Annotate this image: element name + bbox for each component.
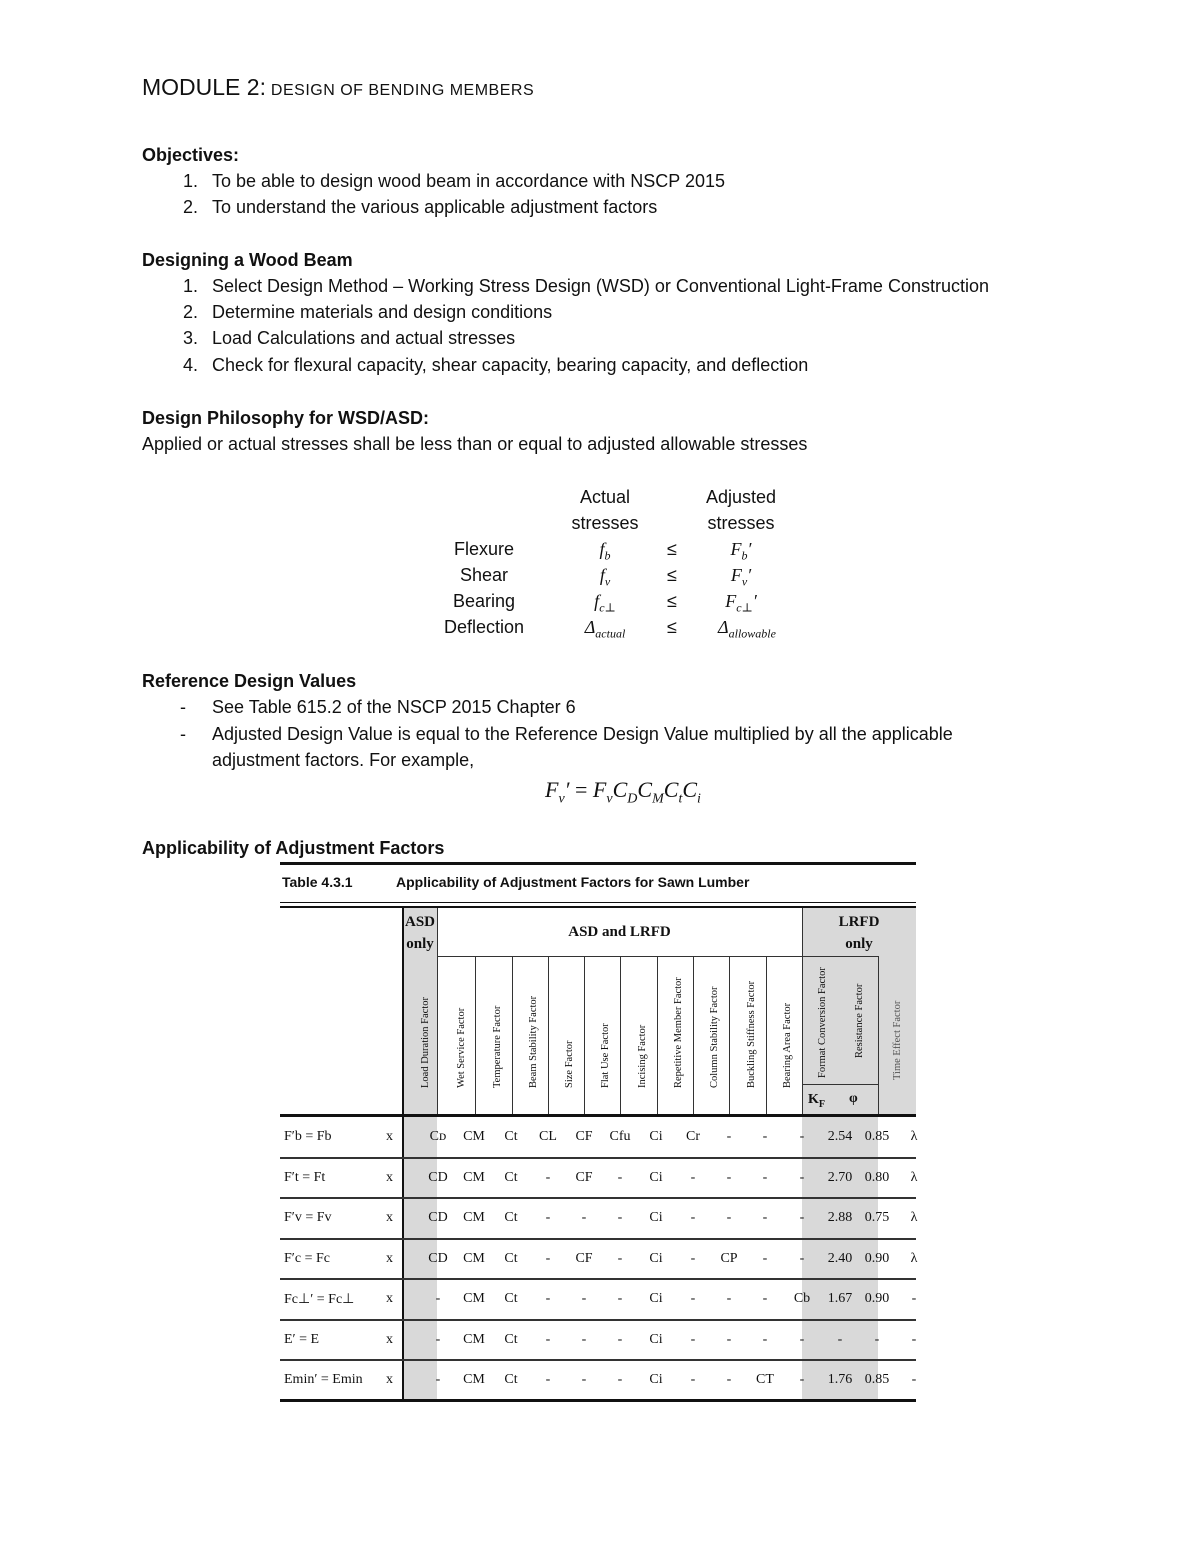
row-label-bearing: Bearing [452,591,516,611]
factor-cell: - [545,1331,551,1347]
factor-cell: CM [463,1210,485,1225]
factor-cell: 2.40 [827,1250,853,1266]
factor-cell: Ct [504,1331,518,1347]
group-asd-1: ASD [404,914,435,930]
factor-cell: - [435,1372,441,1387]
factor-cell: Ci [649,1169,663,1185]
factor-cell: Cᴅ [429,1129,447,1144]
row-equation: Fc⊥′ = Fc⊥ [284,1292,355,1307]
factor-cell: - [799,1169,805,1185]
factor-cell: - [799,1210,805,1225]
factor-load-duration: Load Duration Factor [420,997,431,1088]
factor-cell: λ [910,1169,918,1185]
adjustment-factors-table [280,862,916,1402]
factor-cell: 0.80 [864,1169,890,1185]
factor-cell: 2.54 [827,1129,853,1144]
factor-cell: 0.75 [864,1210,890,1225]
factor-cell: CM [463,1372,485,1387]
row-label-shear: Shear [459,565,509,585]
factor-cell: 1.67 [827,1291,853,1306]
factor-cell: Ci [649,1250,663,1266]
col-adjusted-label-2: stresses [707,513,775,533]
row-equation: F′b = Fb [284,1129,332,1144]
factor-cell: - [726,1169,732,1185]
factor-resistance: Resistance Factor [854,983,865,1058]
factor-temperature: Temperature Factor [492,1005,503,1088]
factor-cell: Ci [649,1129,663,1144]
row-equation: F′t = Ft [284,1169,326,1185]
designing-item-3: 3. Load Calculations and actual stresses [182,328,516,348]
factor-cell: Ci [649,1331,663,1347]
adjusted-shear: $F_v'$ [730,565,752,589]
factor-cell: Ct [504,1210,518,1225]
designing-item-4: 4. Check for flexural capacity, shear capacity, bearing capacity, and deflection [182,355,809,375]
factor-cell: CM [463,1169,485,1185]
factor-bearing-area: Bearing Area Factor [782,1002,793,1088]
factor-cell: - [690,1169,696,1185]
factor-cell: Ct [504,1250,518,1266]
reference-item-2-cont: adjustment factors. For example, [212,750,475,770]
factor-cell: - [545,1291,551,1306]
factor-column-stability: Column Stability Factor [709,986,720,1088]
phi-label: φ [849,1091,858,1106]
factor-cell: 2.88 [827,1210,853,1225]
row-equation: F′c = Fc [284,1250,330,1266]
factor-cell: λ [910,1210,918,1225]
factor-format-conversion: Format Conversion Factor [817,967,828,1078]
row-divider [280,1278,916,1280]
factor-cell: - [911,1372,917,1387]
factor-cell: Ct [504,1129,518,1144]
factor-cell: 1.76 [827,1372,853,1387]
factor-cell: 2.70 [827,1169,853,1185]
factor-cell: - [690,1331,696,1347]
group-lrfd-1: LRFD [838,914,880,930]
row-multiply-mark: x [386,1169,393,1185]
factor-incising: Incising Factor [637,1024,648,1088]
row-equation: E′ = E [284,1331,320,1347]
row-multiply-mark: x [386,1210,393,1225]
factor-cell: CF [575,1250,593,1266]
factor-flat-use: Flat Use Factor [600,1023,611,1088]
factor-cell: - [762,1210,768,1225]
factor-cell: CF [575,1129,593,1144]
stress-comparison [420,485,820,645]
table-caption: Applicability of Adjustment Factors for Sawn Lumber [396,874,750,890]
factor-cell: - [690,1250,696,1266]
factor-cell: 0.90 [864,1291,890,1306]
actual-bearing: $f_{c\perp}$ [594,591,616,615]
factor-time-effect: Time Effect Factor [892,1000,903,1080]
factor-cell: - [799,1331,805,1347]
row-equation: Emin′ = Emin [284,1372,363,1387]
op-shear: ≤ [667,565,677,585]
objectives-heading: Objectives: [142,145,240,165]
group-asd-lrfd: ASD and LRFD [568,924,671,940]
factor-cell: - [617,1169,623,1185]
actual-shear: $f_v$ [599,565,611,589]
factor-cell: Ci [649,1291,663,1306]
factor-cell: 0.85 [864,1129,890,1144]
reference-item-1: - See Table 615.2 of the NSCP 2015 Chapter 6 [180,697,576,717]
factor-cell: - [726,1372,732,1387]
factor-cell: Ci [649,1372,663,1387]
title-main: MODULE 2: [142,74,266,100]
factor-cell: - [545,1169,551,1185]
row-label-flexure: Flexure [453,539,515,559]
designing-item-2: 2. Determine materials and design conditions [182,302,553,322]
op-bearing: ≤ [667,591,677,611]
actual-deflection: $\Delta_{actual}$ [584,617,626,641]
factor-cell: - [726,1129,732,1144]
title-sub: DESIGN OF BENDING MEMBERS [265,82,535,99]
row-multiply-mark: x [386,1372,393,1387]
row-multiply-mark: x [386,1331,393,1347]
factor-cell: - [545,1372,551,1387]
designing-heading: Designing a Wood Beam [142,250,353,270]
row-equation: F′v = Fv [284,1210,332,1225]
applicability-heading: Applicability of Adjustment Factors [142,838,445,858]
reference-item-2: - Adjusted Design Value is equal to the Reference Design Value multiplied by all the applicable [180,724,953,744]
factor-cell: CL [539,1129,557,1144]
factor-cell: Ct [504,1372,518,1387]
example-formula: $F_v' = F_vC_DC_MC_tC_i$ [545,777,701,807]
factor-cell: - [545,1250,551,1266]
factor-cell: Ci [649,1210,663,1225]
reference-heading: Reference Design Values [142,671,357,691]
philosophy-heading: Design Philosophy for WSD/ASD: [142,408,430,428]
factor-cell: 0.85 [864,1372,890,1387]
row-divider [280,1238,916,1240]
factor-cell: CD [428,1169,448,1185]
factor-cell: - [617,1331,623,1347]
factor-cell: - [690,1291,696,1306]
adjusted-deflection: $\Delta_{allowable}$ [718,617,776,641]
row-divider [280,1197,916,1199]
factor-cell: - [762,1331,768,1347]
objective-item-2: 2. To understand the various applicable adjustment factors [182,197,658,217]
row-label-deflection: Deflection [443,617,525,637]
col-adjusted-label-1: Adjusted [705,487,777,507]
factor-cell: - [581,1291,587,1306]
page-title [142,74,534,101]
factor-cell: - [762,1291,768,1306]
factor-cell: - [617,1250,623,1266]
factor-cell: - [617,1210,623,1225]
row-multiply-mark: x [386,1291,393,1306]
factor-size: Size Factor [564,1040,575,1088]
row-multiply-mark: x [386,1250,393,1266]
factor-cell: - [911,1291,917,1306]
factor-cell: - [690,1210,696,1225]
row-divider [280,1157,916,1159]
factor-cell: CP [720,1250,738,1266]
group-lrfd-2: only [845,936,873,952]
op-deflection: ≤ [667,617,677,637]
col-actual-label-2: stresses [571,513,639,533]
factor-cell: - [837,1331,843,1347]
factor-cell: - [545,1210,551,1225]
factor-cell: - [762,1129,768,1144]
factor-cell: - [435,1291,441,1306]
factor-cell: Cb [793,1291,811,1306]
table-number: Table 4.3.1 [282,874,353,890]
factor-cell: - [435,1331,441,1347]
factor-beam-stability: Beam Stability Factor [528,995,539,1088]
row-divider [280,1359,916,1361]
factor-cell: CD [428,1250,448,1266]
objective-item-1: 1. To be able to design wood beam in accordance with NSCP 2015 [182,171,725,191]
factor-cell: - [581,1372,587,1387]
factor-cell: CM [463,1129,485,1144]
factor-cell: - [799,1129,805,1144]
factor-cell: CM [463,1291,485,1306]
factor-cell: CM [463,1250,485,1266]
adjusted-flexure: $F_b'$ [730,539,752,563]
factor-cell: - [617,1372,623,1387]
factor-cell: - [799,1250,805,1266]
factor-repetitive-member: Repetitive Member Factor [673,977,684,1088]
kf-label: $K_F$ [808,1092,825,1110]
factor-cell: λ [910,1129,918,1144]
factor-cell: - [617,1291,623,1306]
factor-cell: CF [575,1169,593,1185]
factor-cell: - [690,1372,696,1387]
designing-item-1: 1. Select Design Method – Working Stress Design (WSD) or Conventional Light-Frame Construction [182,276,989,296]
col-actual-label-1: Actual [579,487,631,507]
factor-cell: - [762,1169,768,1185]
philosophy-text: Applied or actual stresses shall be less than or equal to adjusted allowable stresses [142,434,808,454]
factor-cell: CM [463,1331,485,1347]
adjusted-bearing: $F_{c\perp}'$ [725,591,757,615]
factor-cell: - [799,1372,805,1387]
factor-cell: - [726,1331,732,1347]
row-divider [280,1319,916,1321]
op-flexure: ≤ [667,539,677,559]
factor-cell: Ct [504,1291,518,1306]
factor-cell: Cfu [609,1129,631,1144]
row-multiply-mark: x [386,1129,393,1144]
factor-buckling-stiffness: Buckling Stiffness Factor [746,980,757,1088]
factor-cell: CD [428,1210,448,1225]
factor-cell: CT [756,1372,774,1387]
factor-cell: - [874,1331,880,1347]
factor-cell: 0.90 [864,1250,890,1266]
factor-cell: λ [910,1250,918,1266]
factor-cell: - [581,1210,587,1225]
factor-cell: Ct [504,1169,518,1185]
actual-flexure: $f_b$ [599,539,611,563]
factor-cell: - [762,1250,768,1266]
factor-cell: - [726,1291,732,1306]
factor-cell: - [581,1331,587,1347]
factor-cell: - [726,1210,732,1225]
factor-cell: Cr [686,1129,700,1144]
factor-wet-service: Wet Service Factor [456,1007,467,1088]
group-asd-2: only [406,936,434,952]
factor-cell: - [911,1331,917,1347]
